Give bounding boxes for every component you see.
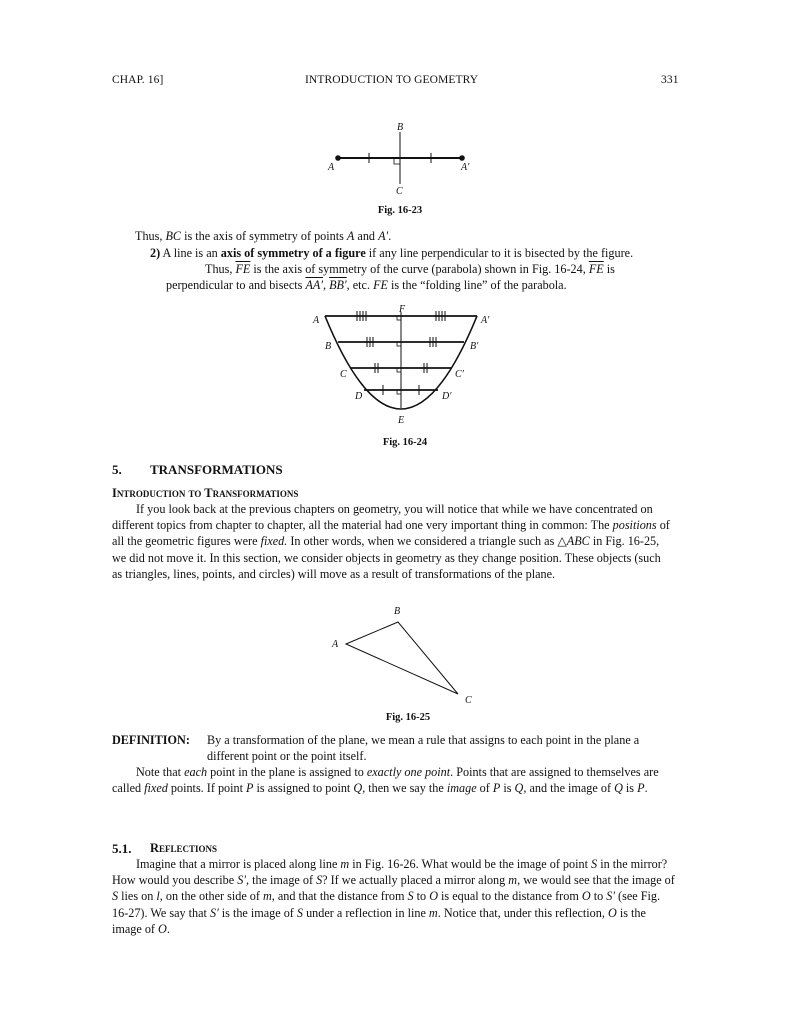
text: is the “folding line” of the parabola.	[387, 278, 567, 292]
label-c: C	[465, 695, 472, 706]
text: if any line perpendicular to it is bisected by the figure.	[365, 246, 634, 260]
label-d-prime: D′	[442, 391, 452, 402]
label-b-prime: B′	[470, 341, 479, 352]
text: is	[603, 262, 615, 276]
text: S	[316, 873, 323, 888]
text: is	[500, 781, 515, 796]
text: , the image of	[246, 873, 317, 888]
list-item-2-line3	[166, 277, 696, 293]
label-a-prime: A′	[461, 162, 470, 173]
text: , etc.	[346, 278, 374, 292]
text: and	[354, 229, 379, 243]
triangle-abc	[346, 622, 458, 694]
text: BB′	[329, 278, 347, 292]
text: S′	[606, 889, 615, 904]
text: is the axis of symmetry of the curve (parabola) shown in Fig. 16-24,	[250, 262, 589, 276]
text: is assigned to point	[253, 781, 354, 796]
text: m	[508, 873, 518, 888]
chapter-label: CHAP. 16]	[112, 74, 164, 86]
text: $\overline{FE}$	[235, 262, 251, 276]
text: O	[581, 889, 591, 904]
text: A	[346, 229, 355, 243]
text: , then we say the	[362, 781, 447, 796]
text: perpendicular to and bisects	[166, 278, 306, 292]
label-d: D	[355, 391, 363, 402]
text: is the image of	[218, 905, 297, 920]
text: . Notice that, under this reflection,	[437, 905, 608, 920]
text: of	[476, 781, 493, 796]
text: m	[262, 889, 272, 904]
text: O	[158, 921, 167, 936]
text: m	[340, 857, 350, 871]
text: , and the image of	[523, 781, 615, 796]
text: Q	[514, 781, 524, 796]
text: in Fig. 16-25, we did not move it. In this section, we consider objects in geometry as they change position. These objects (such as triangles, lines, points, and circles) will move as a result of transformations of the plane.	[112, 534, 661, 581]
text: fixed.	[260, 534, 288, 549]
text: O	[429, 889, 438, 904]
text: , we would see that the image of	[517, 873, 675, 888]
subsection-heading: Introduction to Transformations	[112, 486, 299, 500]
text: each	[184, 765, 208, 779]
text: Thus,	[135, 229, 166, 243]
figure-16-24	[305, 302, 505, 430]
definition-text: By a transformation of the plane, we mean a rule that assigns to each point in the plane a different point or the point itself.	[207, 733, 640, 764]
text: ? If we actually placed a mirror along	[322, 873, 509, 888]
text: Imagine that a mirror is placed along line	[136, 857, 341, 871]
figure-16-25	[322, 600, 492, 710]
text: A line is an	[162, 246, 221, 260]
text: S′	[237, 873, 247, 888]
label-f: F	[399, 304, 406, 315]
text: lies on	[118, 889, 157, 904]
label-a: A	[328, 162, 335, 173]
section-number: 5.1.	[112, 841, 132, 856]
point-a	[335, 155, 341, 161]
text: is	[622, 781, 638, 796]
figure-caption: Fig. 16-24	[382, 437, 428, 448]
text: BC	[165, 229, 182, 243]
text: is the image of	[112, 905, 646, 936]
paragraph-axis-points	[135, 228, 695, 244]
text: l	[156, 889, 160, 904]
label-e: E	[398, 415, 405, 426]
text: fixed	[144, 781, 168, 796]
label-b: B	[397, 122, 404, 133]
text: . Points that are assigned to themselves are called	[112, 765, 659, 796]
text: O	[607, 905, 617, 920]
text: S	[591, 857, 598, 871]
text: Thus,	[205, 262, 236, 276]
label-a: A	[332, 639, 339, 650]
text: P	[246, 781, 254, 796]
label-c-prime: C′	[455, 369, 464, 380]
label-c: C	[396, 186, 403, 197]
label-a: A	[313, 315, 320, 326]
paragraph-note	[112, 764, 677, 796]
label-c: C	[340, 369, 347, 380]
text: , on the other side of	[159, 889, 263, 904]
paragraph-transformations	[112, 501, 672, 582]
text: point in the plane is assigned to	[207, 765, 367, 779]
text: S	[112, 889, 119, 904]
text: to	[413, 889, 430, 904]
text: $\overline{FE}$	[588, 262, 604, 276]
text: image	[446, 781, 477, 796]
page-number: 331	[661, 74, 679, 86]
text: Q	[614, 781, 623, 796]
list-number: 2)	[150, 246, 161, 260]
text: Q	[353, 781, 363, 796]
paragraph-reflections	[112, 856, 677, 937]
running-title: INTRODUCTION TO GEOMETRY	[305, 74, 479, 86]
text: is the axis of symmetry of points	[181, 229, 347, 243]
text: is equal to the distance from	[438, 889, 582, 904]
section-title: TRANSFORMATIONS	[150, 462, 283, 477]
text: S	[296, 905, 304, 920]
label-b: B	[394, 606, 401, 617]
text: positions	[612, 518, 657, 533]
text: S	[407, 889, 414, 904]
text: .	[166, 921, 170, 936]
definition-label: DEFINITION:	[112, 733, 190, 747]
figure-16-23	[320, 118, 480, 200]
text: to	[590, 889, 607, 904]
list-item-2	[150, 245, 690, 261]
list-item-2-line2	[205, 261, 695, 277]
text: In other words, when we considered a triangle such as	[287, 534, 558, 549]
text: in the mirror? How would you describe	[112, 857, 668, 888]
text: AA′	[305, 278, 323, 292]
text: Note that	[136, 765, 185, 779]
text: △ABC	[557, 534, 590, 549]
text: FE	[373, 278, 388, 292]
text: m	[428, 905, 438, 920]
text: .	[644, 781, 648, 796]
text: P	[637, 781, 645, 796]
text: If you look back at the previous chapters on geometry, you will notice that while we have concentrated on different topics from chapter to chapter, all the material had one very important thing in common: The	[112, 502, 653, 533]
term: axis of symmetry of a figure	[220, 246, 366, 260]
figure-caption: Fig. 16-25	[385, 712, 431, 723]
text: of all the geometric figures were	[112, 518, 670, 549]
text: under a reflection in line	[303, 905, 429, 920]
text: ,	[323, 278, 330, 292]
point-a-prime	[459, 155, 465, 161]
text: in Fig. 16-26. What would be the image of point	[349, 857, 592, 871]
section-title: Reflections	[150, 841, 218, 855]
text: A′	[378, 229, 389, 243]
text: .	[388, 229, 392, 243]
text: S′	[209, 905, 219, 920]
text: , and that the distance from	[271, 889, 408, 904]
figure-caption: Fig. 16-23	[377, 205, 423, 216]
label-a-prime: A′	[481, 315, 490, 326]
text: points. If point	[167, 781, 247, 796]
text: (see Fig. 16-27). We say that	[112, 889, 661, 920]
text: P	[492, 781, 501, 796]
label-b: B	[325, 341, 332, 352]
section-number: 5.	[112, 462, 122, 477]
text: exactly one point	[366, 765, 451, 779]
